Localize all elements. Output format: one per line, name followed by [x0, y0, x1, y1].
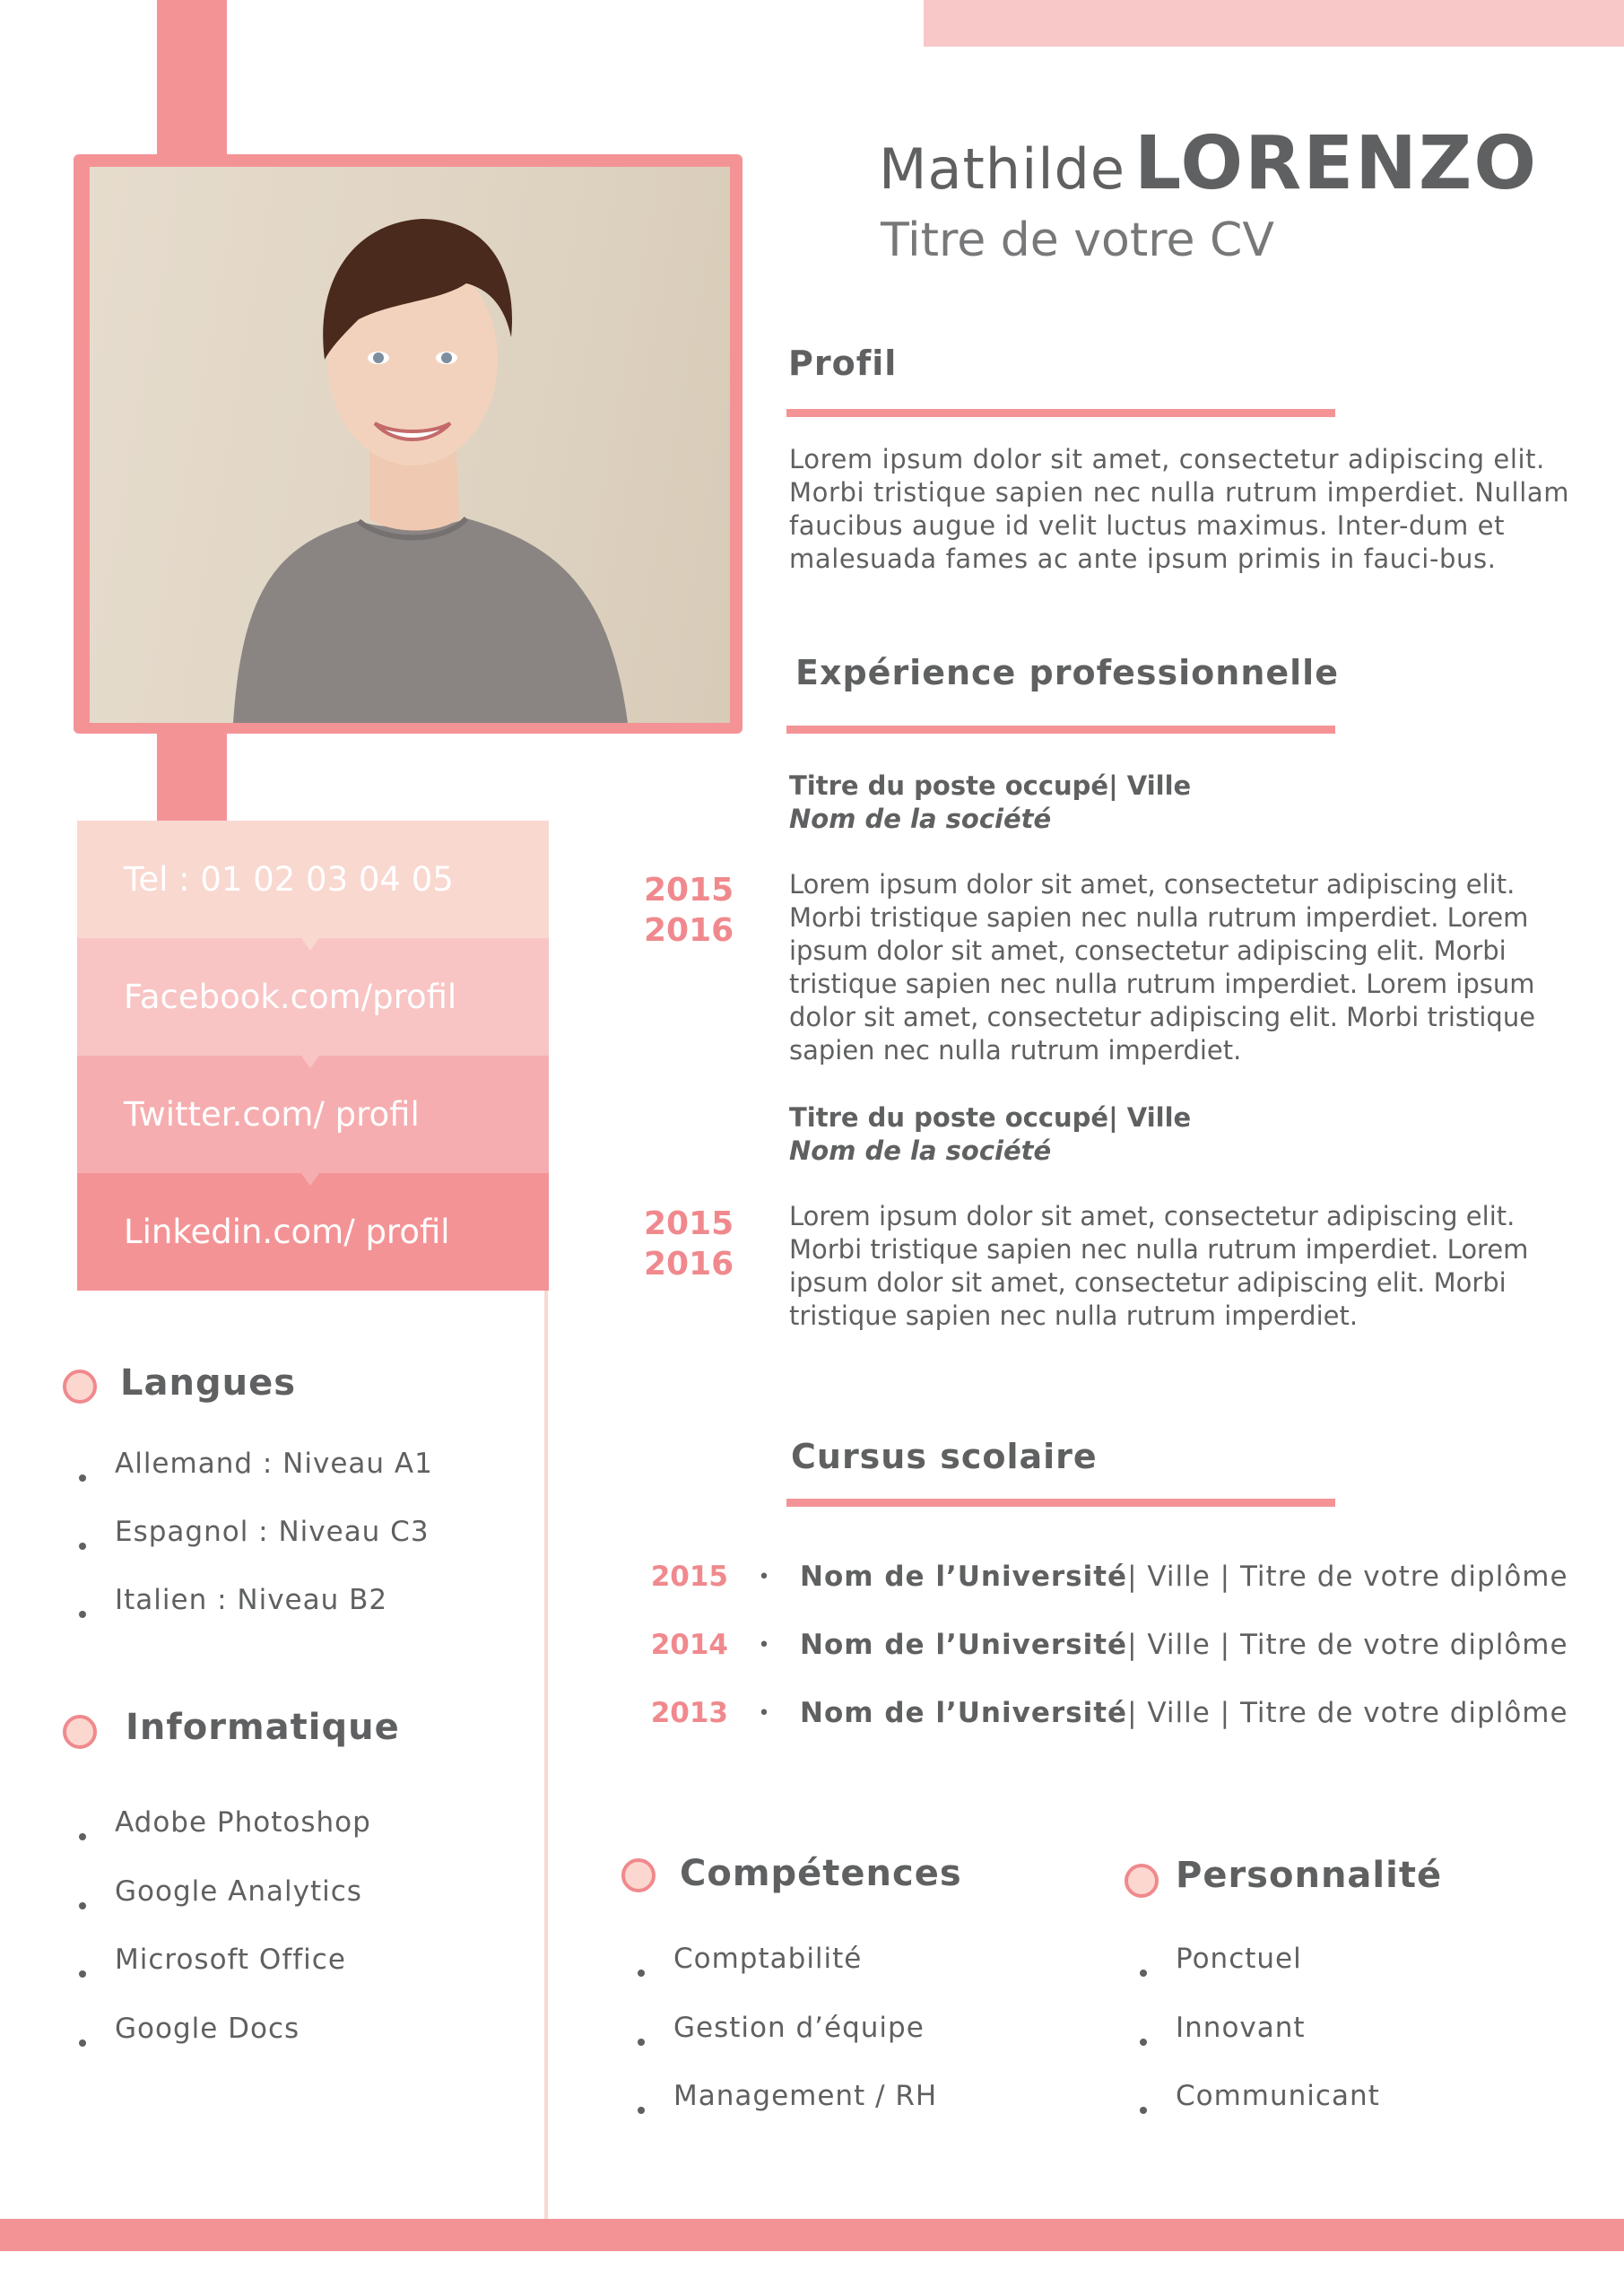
cv-title: Titre de votre CV [881, 213, 1274, 267]
personality-list [1140, 1939, 1380, 2145]
last-name: LORENZO [1134, 121, 1539, 206]
skill-label: Comptabilité [673, 1943, 863, 1975]
computing-label: Microsoft Office [115, 1944, 346, 1976]
education-item [628, 1697, 1614, 1729]
profile-summary: Lorem ipsum dolor sit amet, consectetur adipiscing elit. Morbi tristique sapien nec nulla rutrum imperdiet. Nullam faucibus augue id velit luctus maximus. Inter-dum et malesuada fames ac ante ipsum primis in fauci-bus. [789, 444, 1570, 574]
computing-label: Adobe Photoshop [115, 1806, 371, 1839]
job-description: Lorem ipsum dolor sit amet, consectetur adipiscing elit. Morbi tristique sapien nec nulla rutrum imperdiet. Lorem ipsum dolor sit amet, consectetur adipiscing elit. Morbi tristique sapien nec nulla rutrum imperdiet. [789, 1201, 1529, 1331]
bullet-icon [79, 1902, 86, 1909]
language-label: Espagnol : Niveau C3 [115, 1516, 430, 1548]
bullet-icon [1140, 2039, 1147, 2046]
bullet-icon [1140, 2107, 1147, 2114]
bullet-icon [79, 1833, 86, 1840]
contact-facebook-label[interactable]: Facebook.com/profil [124, 978, 457, 1016]
education-university: Nom de l’Université [800, 1629, 1128, 1661]
left-accent-stem-top [157, 0, 227, 157]
profile-section-rule [786, 409, 1335, 417]
experience-section-title: Expérience professionnelle [795, 653, 1339, 692]
computing-item [79, 1803, 371, 1872]
job-years [644, 1204, 734, 1284]
skills-list [638, 1939, 937, 2145]
contact-linkedin-label[interactable]: Linkedin.com/ profil [124, 1213, 450, 1251]
education-university: Nom de l’Université [800, 1561, 1128, 1593]
skills-section-title: Compétences [680, 1853, 962, 1894]
contact-phone-label: Tel : 01 02 03 04 05 [124, 860, 454, 899]
job-entry-header [789, 770, 1191, 836]
contact-linkedin[interactable] [77, 1173, 549, 1291]
circle-bullet-icon [1125, 1864, 1159, 1898]
job-years [644, 870, 734, 951]
education-details: | Ville | Titre de votre diplôme [1127, 1561, 1568, 1593]
job-year-start: 2015 [644, 872, 734, 909]
personality-item [1140, 2008, 1380, 2077]
circle-bullet-icon [63, 1715, 97, 1749]
skill-item [638, 2076, 937, 2145]
skill-item [638, 1939, 937, 2008]
bullet-icon [79, 1543, 86, 1550]
profile-section-title: Profil [788, 344, 898, 383]
education-item [628, 1629, 1614, 1661]
personality-label: Ponctuel [1176, 1943, 1302, 1975]
notch-arrow-icon [301, 1056, 319, 1068]
candidate-name [879, 121, 1538, 206]
bullet-icon: • [758, 1633, 770, 1657]
skill-label: Management / RH [673, 2080, 938, 2112]
contact-twitter-label[interactable]: Twitter.com/ profil [124, 1095, 420, 1134]
top-right-accent-bar [924, 0, 1624, 47]
job-year-end: 2016 [644, 1246, 734, 1283]
computing-label: Google Analytics [115, 1874, 362, 1908]
bullet-icon [79, 1970, 86, 1978]
computing-item [79, 1872, 371, 1941]
bullet-icon [79, 1474, 86, 1482]
bullet-icon [79, 2039, 86, 2047]
contact-twitter[interactable] [77, 1056, 549, 1173]
job-company: Nom de la société [789, 1135, 1052, 1166]
education-year: 2015 [650, 1561, 728, 1593]
computing-label: Google Docs [115, 2012, 300, 2045]
circle-bullet-icon [63, 1370, 97, 1404]
job-year-end: 2016 [644, 912, 734, 949]
education-item [628, 1561, 1614, 1593]
bullet-icon [638, 1970, 645, 1977]
bullet-icon [1140, 1970, 1147, 1977]
contact-facebook[interactable] [77, 938, 549, 1056]
education-section-title: Cursus scolaire [791, 1437, 1098, 1476]
bullet-icon [79, 1611, 86, 1618]
bullet-icon [638, 2107, 645, 2114]
education-section-rule [786, 1499, 1335, 1507]
profile-photo [90, 167, 730, 723]
column-divider [544, 1272, 548, 2219]
computing-item [79, 2009, 371, 2078]
language-label: Italien : Niveau B2 [115, 1584, 388, 1616]
education-year: 2014 [650, 1629, 728, 1661]
education-details: | Ville | Titre de votre diplôme [1127, 1629, 1568, 1661]
computing-item [79, 1940, 371, 2009]
personality-item [1140, 1939, 1380, 2008]
bullet-icon [638, 2039, 645, 2046]
left-accent-stem-middle [157, 731, 227, 821]
job-title: Titre du poste occupé| Ville [789, 770, 1192, 801]
languages-section-title: Langues [120, 1362, 297, 1404]
bullet-icon: • [758, 1701, 770, 1725]
job-entry-header [789, 1101, 1191, 1168]
language-label: Allemand : Niveau A1 [115, 1448, 433, 1480]
computing-list [79, 1803, 371, 2077]
experience-section-rule [786, 726, 1335, 734]
skill-label: Gestion d’équipe [673, 2011, 925, 2044]
circle-bullet-icon [621, 1858, 656, 1892]
personality-label: Innovant [1176, 2011, 1306, 2044]
skill-item [638, 2008, 937, 2077]
portrait-illustration [90, 167, 730, 723]
footer-accent-bar [0, 2219, 1624, 2251]
job-description: Lorem ipsum dolor sit amet, consectetur adipiscing elit. Morbi tristique sapien nec nulla rutrum imperdiet. Lorem ipsum dolor sit amet, consectetur adipiscing elit. Morbi tristique sapien nec nulla rutrum imperdiet. Lorem ipsum dolor sit amet, consectetur adipiscing elit. Morbi tristique sapien nec nulla rutrum imperdiet. [789, 869, 1536, 1065]
language-item [79, 1512, 433, 1580]
personality-section-title: Personnalité [1176, 1855, 1443, 1896]
language-item [79, 1444, 433, 1512]
job-company: Nom de la société [789, 804, 1052, 834]
education-university: Nom de l’Université [800, 1697, 1128, 1729]
language-item [79, 1580, 433, 1648]
notch-arrow-icon [301, 1173, 319, 1186]
personality-item [1140, 2076, 1380, 2145]
education-year: 2013 [650, 1697, 728, 1729]
education-details: | Ville | Titre de votre diplôme [1127, 1697, 1568, 1729]
languages-list [79, 1444, 433, 1648]
notch-arrow-icon [301, 938, 319, 951]
personality-label: Communicant [1176, 2080, 1380, 2112]
job-year-start: 2015 [644, 1205, 734, 1242]
contact-phone [77, 821, 549, 938]
first-name: Mathilde [879, 136, 1126, 202]
bullet-icon: • [758, 1565, 770, 1588]
job-title: Titre du poste occupé| Ville [789, 1102, 1192, 1133]
computing-section-title: Informatique [126, 1707, 400, 1748]
